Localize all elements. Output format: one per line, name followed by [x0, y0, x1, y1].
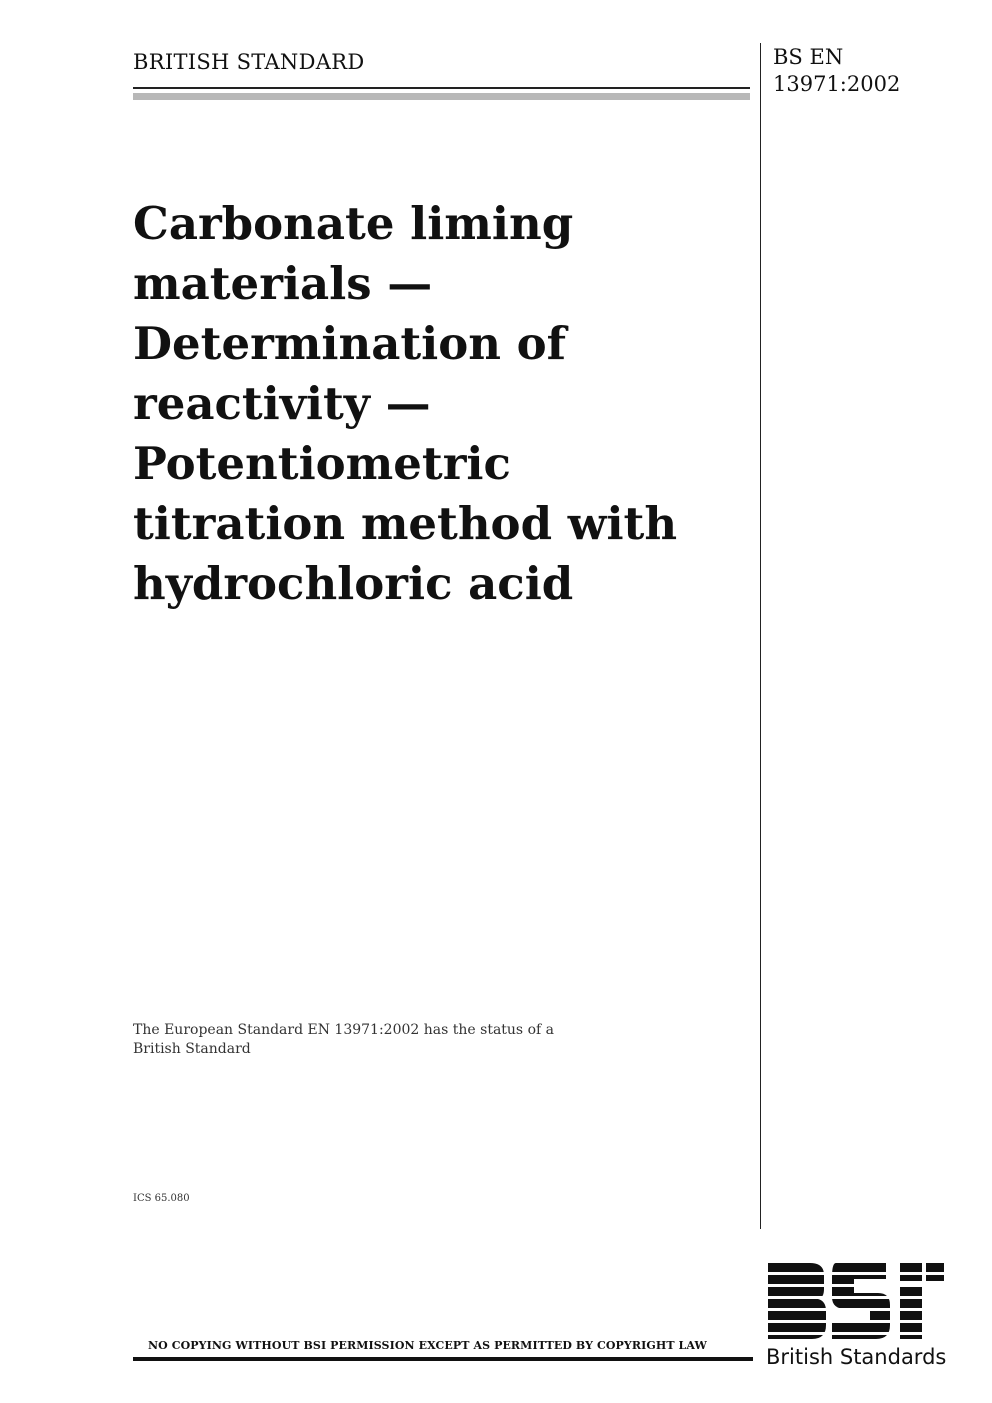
- standard-number-line-2: 13971:2002: [773, 72, 901, 96]
- header-rule-thin: [133, 87, 750, 89]
- title-line: reactivity —: [133, 377, 431, 430]
- status-statement: [133, 1021, 653, 1059]
- title-line: titration method with: [133, 497, 678, 550]
- bsi-logo: [766, 1263, 946, 1369]
- copyright-notice: NO COPYING WITHOUT BSI PERMISSION EXCEPT AS PERMITTED BY COPYRIGHT LAW: [148, 1339, 707, 1352]
- ics-code: ICS 65.080: [133, 1193, 190, 1204]
- title-line: hydrochloric acid: [133, 557, 574, 610]
- standard-number: [773, 44, 900, 98]
- logo-caption: British Standards: [766, 1345, 946, 1369]
- title-line: Carbonate liming: [133, 197, 574, 250]
- status-line: British Standard: [133, 1041, 251, 1057]
- standard-number-line-1: BS EN: [773, 45, 844, 69]
- title-line: materials —: [133, 257, 433, 310]
- footer-rule: [133, 1357, 753, 1361]
- vertical-divider: [760, 43, 761, 1229]
- title-line: Determination of: [133, 317, 567, 370]
- status-line: The European Standard EN 13971:2002 has the status of a: [133, 1022, 554, 1038]
- document-title: [133, 194, 753, 614]
- title-line: Potentiometric: [133, 437, 511, 490]
- document-series-label: BRITISH STANDARD: [133, 50, 365, 74]
- header-rule-thick: [133, 93, 750, 100]
